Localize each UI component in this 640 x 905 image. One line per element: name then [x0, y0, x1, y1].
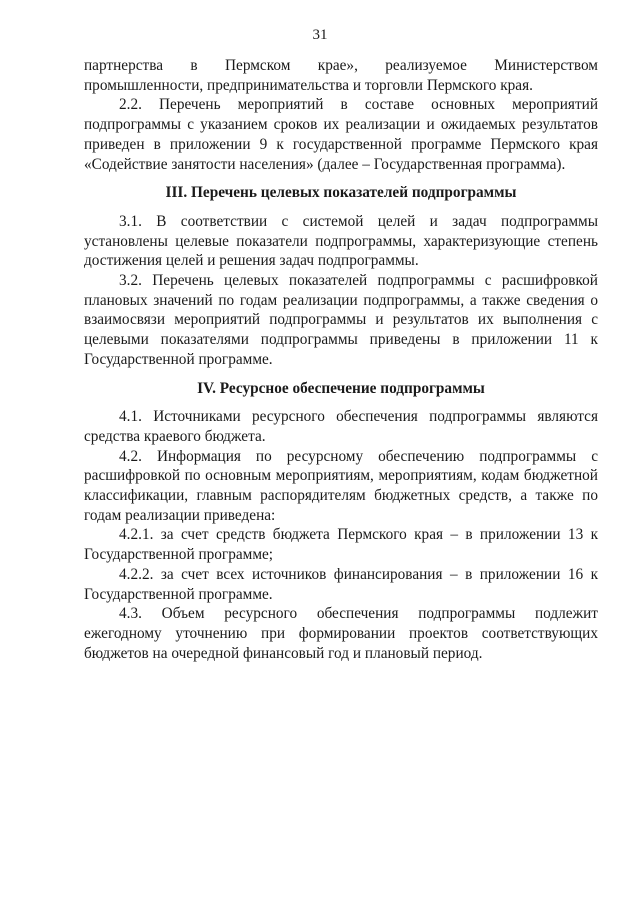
- paragraph-continuation: партнерства в Пермском крае», реализуемое Министерством промышленности, предпринимательства и торговли Пермского края.: [84, 57, 598, 94]
- paragraph-3-2: 3.2. Перечень целевых показателей подпрограммы с расшифровкой плановых значений по годам реализации подпрограммы, а также сведения о взаимосвязи мероприятий подпрограммы и результатов их выполнения с целевыми показателями подпрограммы приведены в приложении 11 к Государственной программе.: [84, 272, 598, 368]
- paragraph-4-1: 4.1. Источниками ресурсного обеспечения подпрограммы являются средства краевого бюджета.: [84, 408, 598, 445]
- section-heading-3: III. Перечень целевых показателей подпрограммы: [165, 184, 517, 202]
- paragraph-4-2: 4.2. Информация по ресурсному обеспечению подпрограммы с расшифровкой по основным мероприятиям, мероприятиям, кодам бюджетной классификации, главным распорядителям бюджетных средств, а также по годам реализации приведена:: [84, 447, 598, 524]
- paragraph-3-1: 3.1. В соответствии с системой целей и задач подпрограммы установлены целевые показатели подпрограммы, характеризующие степень достижения целей и решения задач подпрограммы.: [84, 212, 598, 270]
- section-heading-4: IV. Ресурсное обеспечение подпрограммы: [197, 379, 485, 397]
- paragraph-4-2-1: 4.2.1. за счет средств бюджета Пермского края – в приложении 13 к Государственной программе;: [84, 526, 598, 564]
- document-body: [84, 56, 598, 663]
- paragraph-4-3: 4.3. Объем ресурсного обеспечения подпрограммы подлежит ежегодному уточнению при формировании проектов соответствующих бюджетов на очередной финансовый год и плановый период.: [84, 605, 598, 662]
- paragraph-2-2: 2.2. Перечень мероприятий в составе основных мероприятий подпрограммы с указанием сроков их реализации и ожидаемых результатов приведен в приложении 9 к государственной программе Пермского края «Содействие занятости населения» (далее – Государственная программа).: [84, 96, 598, 173]
- page-number: 31: [312, 27, 328, 43]
- paragraph-4-2-2: 4.2.2. за счет всех источников финансирования – в приложении 16 к Государственной программе.: [84, 565, 598, 603]
